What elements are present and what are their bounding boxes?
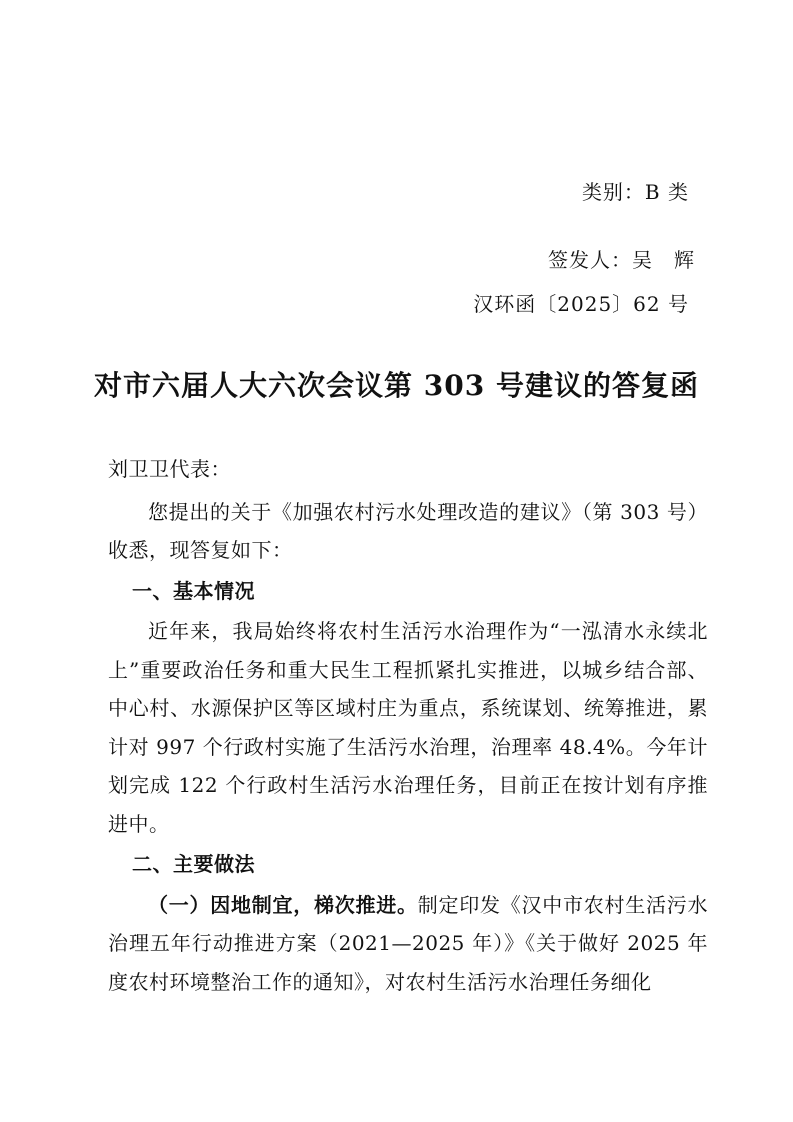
- subsection-lead: （一）因地制宜，梯次推进。: [148, 892, 418, 917]
- doc-category: 类别：B 类: [581, 180, 689, 204]
- salutation: 刘卫卫代表：: [108, 457, 231, 481]
- document-body: [108, 450, 708, 1001]
- section-heading-basic: 一、基本情况: [132, 578, 255, 603]
- document-title: 对市六届人大六次会议第 303 号建议的答复函: [94, 369, 699, 402]
- section-paragraph-measures: [108, 886, 708, 1002]
- doc-signer: 签发人：吴 辉: [548, 248, 695, 272]
- intro-paragraph: 您提出的关于《加强农村污水处理改造的建议》（第 303 号）收悉，现答复如下：: [108, 499, 708, 562]
- section-paragraph-basic: 近年来，我局始终将农村生活污水治理作为“一泓清水永续北上”重要政治任务和重大民生工程抓紧扎实推进，以城乡结合部、中心村、水源保护区等区域村庄为重点，系统谋划、统筹推进，累计对 997 个行政村实施了生活污水治理，治理率 48.4%。今年计划完成 122 个行政村生活污水治理任务，目前正在按计划有序推进中。: [108, 619, 708, 836]
- doc-number: 汉环函〔2025〕62 号: [473, 292, 689, 316]
- section-heading-measures: 二、主要做法: [132, 852, 255, 876]
- subsection-text: 制定印发《汉中市农村生活污水治理五年行动推进方案（2021—2025 年）》《关于做好 2025 年度农村环境整治工作的通知》，对农村生活污水治理任务细化: [108, 892, 708, 994]
